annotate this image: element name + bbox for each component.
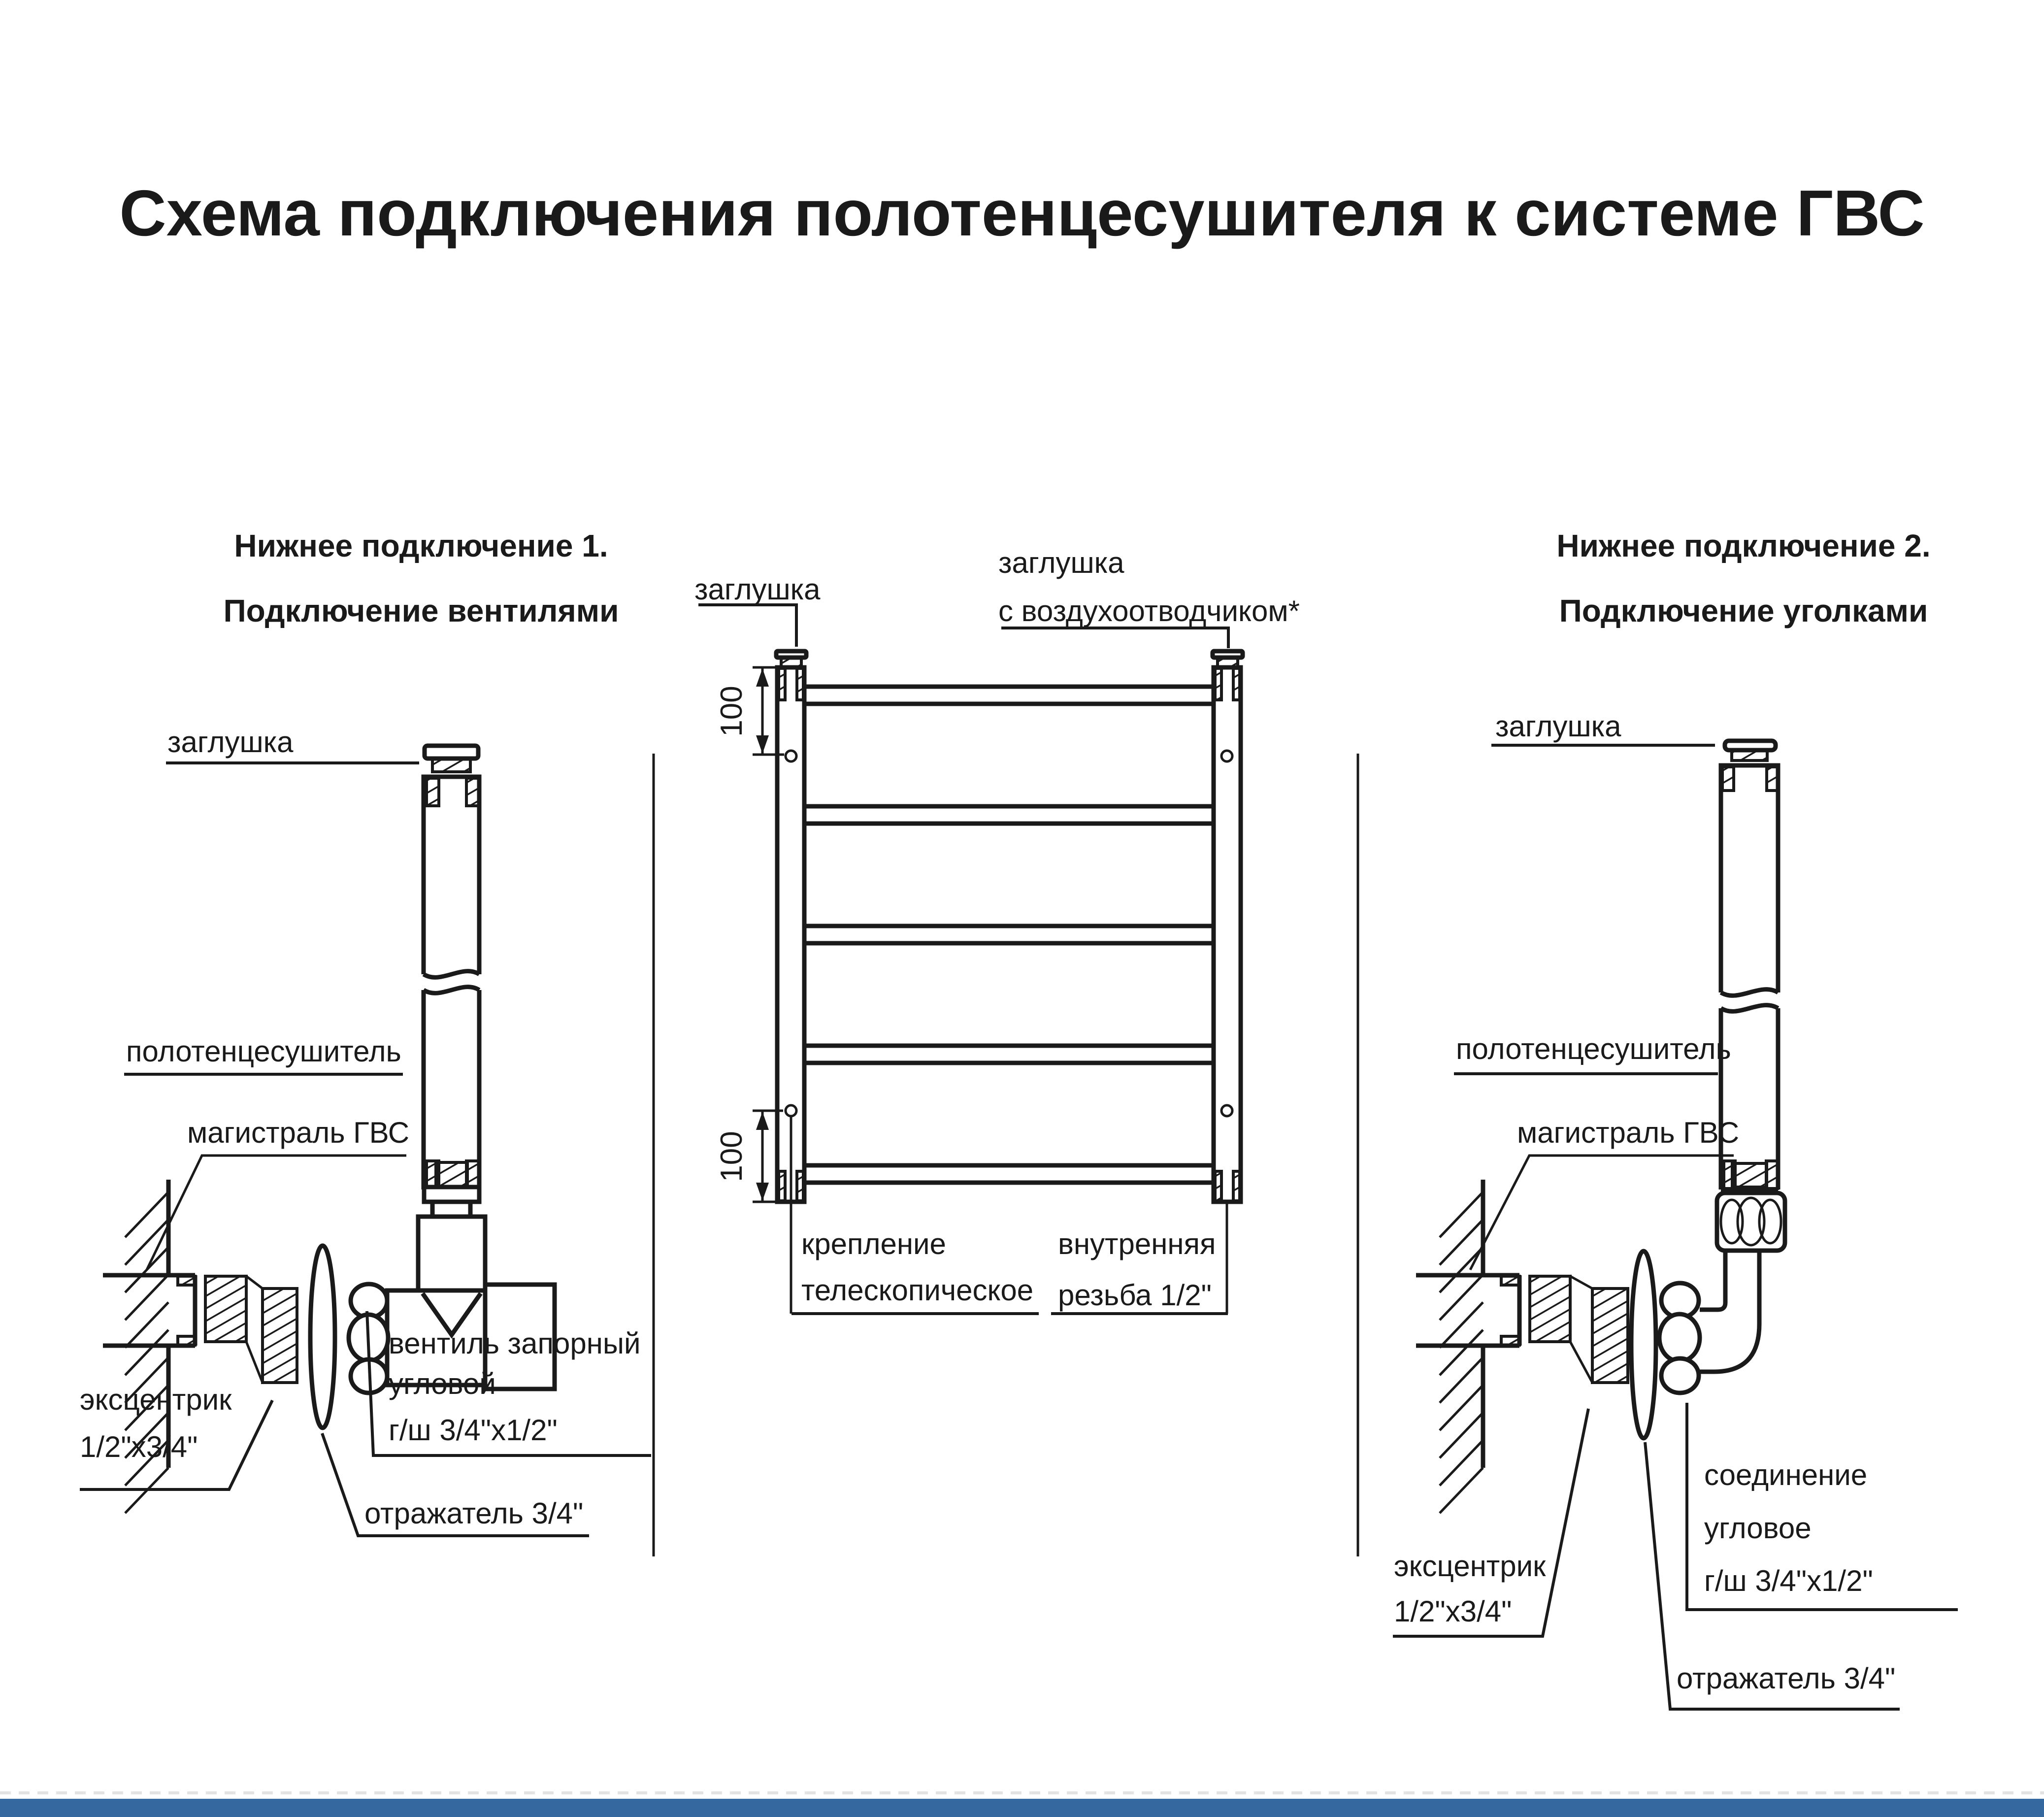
left-eccentric-fitting <box>205 1276 297 1383</box>
center-airvent-leader <box>1001 628 1228 648</box>
center-plug-leader <box>698 605 796 647</box>
left-supply-thread-top <box>178 1276 195 1285</box>
center-dim-bottom-arrow-down <box>756 1183 769 1201</box>
right-towel-rail-label: полотенцесушитель <box>1456 1032 1731 1065</box>
footer-bar <box>0 1799 2044 1817</box>
left-riser-break-bottom <box>424 987 479 993</box>
left-diagram-valve-connection <box>80 726 651 1536</box>
right-elbow-tail-thread <box>1732 1163 1767 1187</box>
right-heading-line2: Подключение уголками <box>1559 593 1928 628</box>
left-plug-label: заглушка <box>167 726 294 759</box>
left-eccentric-label-1: эксцентрик <box>80 1383 232 1416</box>
right-riser-upper <box>1721 765 1778 992</box>
right-plug-label: заглушка <box>1495 710 1621 743</box>
center-rungs <box>804 687 1214 1183</box>
center-right-collector <box>1214 667 1241 1202</box>
left-supply-leader <box>147 1156 406 1270</box>
center-airvent-label-2: с воздухоотводчиком* <box>998 595 1300 628</box>
left-eccentric-small <box>205 1276 246 1342</box>
center-dim-top-arrow-up <box>756 668 769 687</box>
right-elbow-label-1: соединение <box>1704 1458 1868 1491</box>
center-dim-top <box>715 667 784 755</box>
center-rc-thread-br <box>1233 1171 1240 1201</box>
left-towel-rail-label: полотенцесушитель <box>126 1035 401 1068</box>
center-dim-bottom-arrow-up <box>756 1112 769 1130</box>
left-riser-top-thread-r <box>466 778 479 806</box>
right-diagram-elbow-connection <box>1393 710 1958 1709</box>
right-corner-elbow <box>1659 1163 1785 1393</box>
right-supply-label: магистраль ГВС <box>1517 1116 1740 1149</box>
right-riser-top-thread-r <box>1767 767 1778 791</box>
center-dim-top-value: 100 <box>715 686 749 737</box>
left-supply-label: магистраль ГВС <box>187 1116 410 1149</box>
center-thread-label-1: внутренняя <box>1058 1227 1216 1260</box>
left-heading-line2: Подключение вентилями <box>223 593 619 628</box>
right-riser-top-thread-l <box>1722 767 1734 791</box>
center-towel-rail-diagram <box>694 546 1300 1314</box>
center-lc-thread-br <box>797 1171 803 1201</box>
right-elbow-label-2: угловое <box>1704 1512 1812 1545</box>
right-elbow-nut-bottom <box>1661 1358 1699 1393</box>
center-dim-top-arrow-down <box>756 735 769 754</box>
right-riser-break-bottom <box>1721 1005 1778 1012</box>
center-mount-label-1: крепление <box>801 1227 946 1260</box>
center-plug-label: заглушка <box>694 573 821 606</box>
center-lc-thread-tl <box>779 668 785 700</box>
right-riser-break-top <box>1721 990 1778 996</box>
right-elbow-label-3: г/ш 3/4"х1/2" <box>1704 1564 1873 1597</box>
right-section-heading <box>1556 528 1930 628</box>
right-wall-hatch <box>1440 1192 1483 1513</box>
left-valve-label-3: г/ш 3/4"х1/2" <box>389 1414 558 1447</box>
left-reflector-escutcheon <box>310 1246 335 1428</box>
left-riser-top-thread-l <box>427 778 439 806</box>
left-valve-tail-thread <box>436 1162 467 1187</box>
center-hole-bottom-right <box>1221 1105 1232 1116</box>
left-valve-label-2: угловой <box>389 1367 496 1400</box>
left-eccentric-joins <box>246 1276 263 1383</box>
center-thread-label-2: резьба 1/2" <box>1058 1279 1212 1312</box>
center-mount-label-2: телескопическое <box>801 1274 1034 1307</box>
center-airvent-label-1: заглушка <box>998 546 1124 579</box>
left-eccentric-label-2: 1/2"х3/4" <box>80 1430 198 1463</box>
center-hole-top-right <box>1221 751 1232 761</box>
center-lc-thread-bl <box>779 1171 785 1201</box>
left-riser-break-top <box>424 971 479 978</box>
center-rc-thread-tr <box>1233 668 1240 700</box>
right-eccentric-label-1: эксцентрик <box>1394 1550 1546 1583</box>
right-reflector-escutcheon <box>1631 1251 1656 1438</box>
left-eccentric-large <box>263 1288 297 1383</box>
page-title: Схема подключения полотенцесушителя к системе ГВС <box>119 177 1925 249</box>
right-eccentric-label-2: 1/2"х3/4" <box>1394 1595 1512 1628</box>
center-lc-thread-tr <box>797 668 803 700</box>
right-elbow-nut-mid <box>1659 1314 1700 1361</box>
left-supply-thread-bottom <box>178 1336 195 1345</box>
left-section-heading <box>224 528 619 628</box>
right-eccentric-joins <box>1570 1276 1592 1383</box>
center-dim-bottom-value: 100 <box>715 1131 749 1182</box>
center-hole-bottom-left <box>786 1105 796 1116</box>
left-plug-thread <box>432 759 470 772</box>
right-eccentric-small <box>1530 1276 1570 1342</box>
left-reflector-label: отражатель 3/4" <box>364 1497 584 1530</box>
right-reflector-label: отражатель 3/4" <box>1677 1662 1896 1695</box>
left-heading-line1: Нижнее подключение 1. <box>234 528 608 563</box>
right-supply-leader <box>1470 1156 1734 1270</box>
right-supply-thread-bottom <box>1501 1336 1519 1345</box>
right-eccentric-fitting <box>1530 1276 1628 1383</box>
center-rc-thread-tl <box>1215 668 1221 700</box>
center-rc-thread-bl <box>1215 1171 1221 1201</box>
right-elbow-inner <box>1700 1251 1725 1310</box>
right-supply-thread-top <box>1501 1276 1519 1285</box>
center-hole-top-left <box>786 751 796 761</box>
left-valve-upper-body <box>418 1217 485 1290</box>
right-plug-thread <box>1732 750 1767 760</box>
right-heading-line1: Нижнее подключение 2. <box>1556 528 1931 563</box>
left-valve-label-1: вентиль запорный <box>389 1327 641 1360</box>
left-plug-cap <box>425 746 478 759</box>
right-eccentric-large <box>1592 1288 1628 1383</box>
